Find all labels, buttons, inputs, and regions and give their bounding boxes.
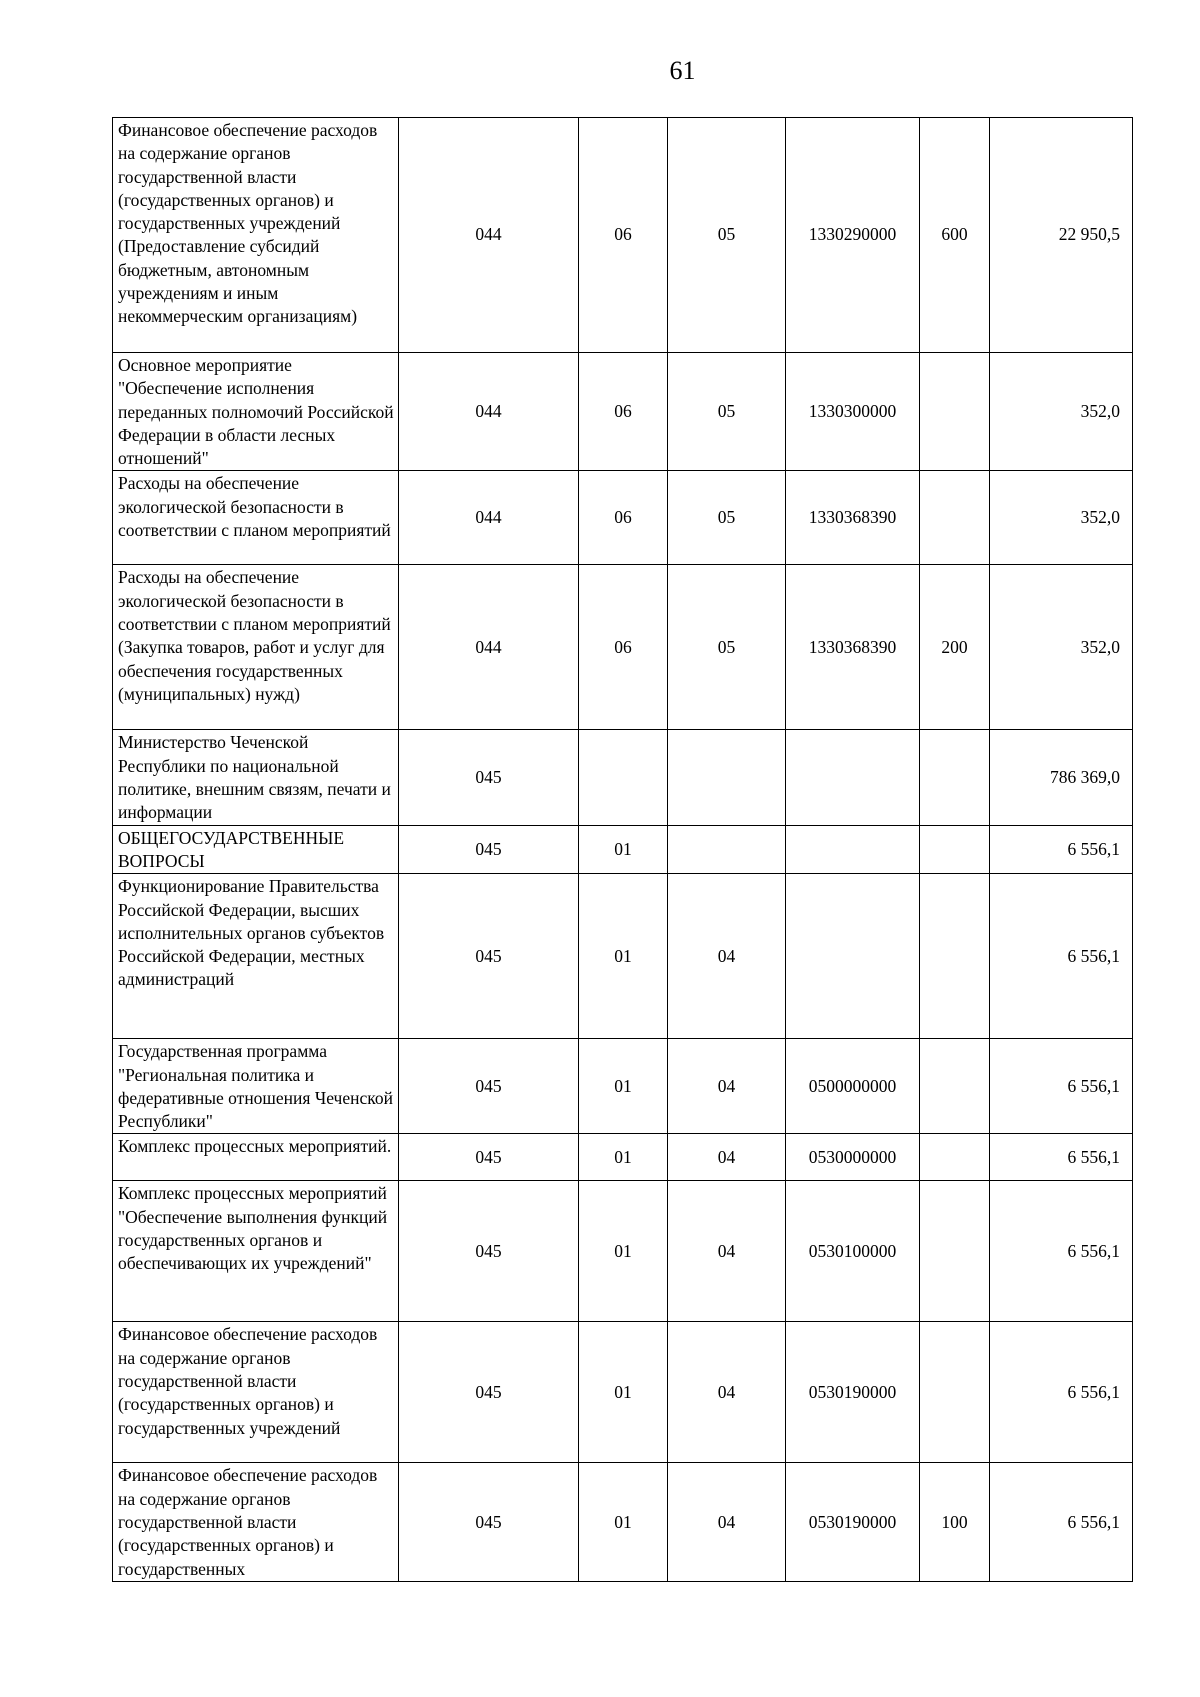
ministry-code-cell: 044	[399, 353, 579, 471]
section-code-cell: 01	[579, 1134, 668, 1181]
ministry-code-cell: 045	[399, 825, 579, 874]
subsection-code-cell: 04	[668, 874, 786, 1039]
row-name-cell: Расходы на обеспечение экологической безопасности в соответствии с планом мероприятий	[113, 471, 399, 565]
ministry-code-cell: 045	[399, 1322, 579, 1463]
amount-cell: 352,0	[990, 565, 1133, 730]
subsection-code-cell: 04	[668, 1134, 786, 1181]
table-row	[113, 1181, 1133, 1322]
section-code-cell	[579, 730, 668, 825]
budget-table	[112, 117, 1133, 1582]
target-article-cell: 0500000000	[786, 1039, 920, 1134]
row-name-cell: ОБЩЕГОСУДАРСТВЕННЫЕ ВОПРОСЫ	[113, 825, 399, 874]
row-name-cell: Финансовое обеспечение расходов на содержание органов государственной власти (государственных органов) и государственных	[113, 1463, 399, 1581]
subsection-code-cell: 05	[668, 353, 786, 471]
table-row	[113, 353, 1133, 471]
amount-cell: 22 950,5	[990, 118, 1133, 353]
row-name-cell: Министерство Чеченской Республики по национальной политике, внешним связям, печати и информации	[113, 730, 399, 825]
ministry-code-cell: 044	[399, 471, 579, 565]
ministry-code-cell: 045	[399, 1463, 579, 1581]
table-row	[113, 565, 1133, 730]
amount-cell: 6 556,1	[990, 1322, 1133, 1463]
expense-type-cell	[920, 1181, 990, 1322]
subsection-code-cell: 05	[668, 565, 786, 730]
subsection-code-cell: 05	[668, 471, 786, 565]
budget-table-body	[113, 118, 1133, 1582]
target-article-cell: 0530190000	[786, 1463, 920, 1581]
target-article-cell: 0530000000	[786, 1134, 920, 1181]
expense-type-cell	[920, 1134, 990, 1181]
section-code-cell: 01	[579, 1039, 668, 1134]
expense-type-cell: 100	[920, 1463, 990, 1581]
subsection-code-cell	[668, 730, 786, 825]
target-article-cell: 0530100000	[786, 1181, 920, 1322]
row-name-cell: Основное мероприятие "Обеспечение исполнения переданных полномочий Российской Федерации в области лесных отношений"	[113, 353, 399, 471]
row-name-cell: Финансовое обеспечение расходов на содержание органов государственной власти (государственных органов) и государственных учреждений (Предоставление субсидий бюджетным, автономным учреждениям и иным некоммерческим организациям)	[113, 118, 399, 353]
table-row	[113, 1039, 1133, 1134]
table-row	[113, 1463, 1133, 1581]
target-article-cell	[786, 874, 920, 1039]
section-code-cell: 01	[579, 825, 668, 874]
section-code-cell: 06	[579, 118, 668, 353]
expense-type-cell	[920, 471, 990, 565]
target-article-cell: 1330368390	[786, 565, 920, 730]
expense-type-cell: 200	[920, 565, 990, 730]
expense-type-cell	[920, 1039, 990, 1134]
amount-cell: 6 556,1	[990, 1181, 1133, 1322]
table-row	[113, 874, 1133, 1039]
ministry-code-cell: 045	[399, 1039, 579, 1134]
expense-type-cell	[920, 1322, 990, 1463]
row-name-cell: Финансовое обеспечение расходов на содержание органов государственной власти (государственных органов) и государственных учреждений	[113, 1322, 399, 1463]
expense-type-cell	[920, 874, 990, 1039]
expense-type-cell: 600	[920, 118, 990, 353]
section-code-cell: 01	[579, 874, 668, 1039]
ministry-code-cell: 045	[399, 730, 579, 825]
subsection-code-cell: 05	[668, 118, 786, 353]
subsection-code-cell: 04	[668, 1463, 786, 1581]
amount-cell: 6 556,1	[990, 1463, 1133, 1581]
ministry-code-cell: 045	[399, 874, 579, 1039]
amount-cell: 786 369,0	[990, 730, 1133, 825]
expense-type-cell	[920, 353, 990, 471]
page-number: 61	[669, 56, 696, 85]
section-code-cell: 06	[579, 353, 668, 471]
target-article-cell	[786, 825, 920, 874]
amount-cell: 352,0	[990, 353, 1133, 471]
section-code-cell: 01	[579, 1322, 668, 1463]
target-article-cell: 1330290000	[786, 118, 920, 353]
table-row	[113, 1134, 1133, 1181]
table-row	[113, 825, 1133, 874]
subsection-code-cell: 04	[668, 1039, 786, 1134]
table-row	[113, 730, 1133, 825]
amount-cell: 6 556,1	[990, 1134, 1133, 1181]
target-article-cell: 0530190000	[786, 1322, 920, 1463]
amount-cell: 6 556,1	[990, 874, 1133, 1039]
subsection-code-cell: 04	[668, 1181, 786, 1322]
row-name-cell: Комплекс процессных мероприятий.	[113, 1134, 399, 1181]
target-article-cell: 1330300000	[786, 353, 920, 471]
row-name-cell: Государственная программа "Региональная политика и федеративные отношения Чеченской Республики"	[113, 1039, 399, 1134]
table-row	[113, 118, 1133, 353]
expense-type-cell	[920, 730, 990, 825]
section-code-cell: 01	[579, 1181, 668, 1322]
row-name-cell: Комплекс процессных мероприятий "Обеспечение выполнения функций государственных органов и обеспечивающих их учреждений"	[113, 1181, 399, 1322]
section-code-cell: 06	[579, 471, 668, 565]
table-row	[113, 471, 1133, 565]
ministry-code-cell: 044	[399, 565, 579, 730]
subsection-code-cell	[668, 825, 786, 874]
ministry-code-cell: 045	[399, 1181, 579, 1322]
row-name-cell: Функционирование Правительства Российской Федерации, высших исполнительных органов субъектов Российской Федерации, местных администраций	[113, 874, 399, 1039]
table-row	[113, 1322, 1133, 1463]
ministry-code-cell: 044	[399, 118, 579, 353]
amount-cell: 6 556,1	[990, 825, 1133, 874]
ministry-code-cell: 045	[399, 1134, 579, 1181]
subsection-code-cell: 04	[668, 1322, 786, 1463]
target-article-cell	[786, 730, 920, 825]
row-name-cell: Расходы на обеспечение экологической безопасности в соответствии с планом мероприятий (Закупка товаров, работ и услуг для обеспечения государственных (муниципальных) нужд)	[113, 565, 399, 730]
amount-cell: 6 556,1	[990, 1039, 1133, 1134]
section-code-cell: 06	[579, 565, 668, 730]
expense-type-cell	[920, 825, 990, 874]
amount-cell: 352,0	[990, 471, 1133, 565]
section-code-cell: 01	[579, 1463, 668, 1581]
target-article-cell: 1330368390	[786, 471, 920, 565]
